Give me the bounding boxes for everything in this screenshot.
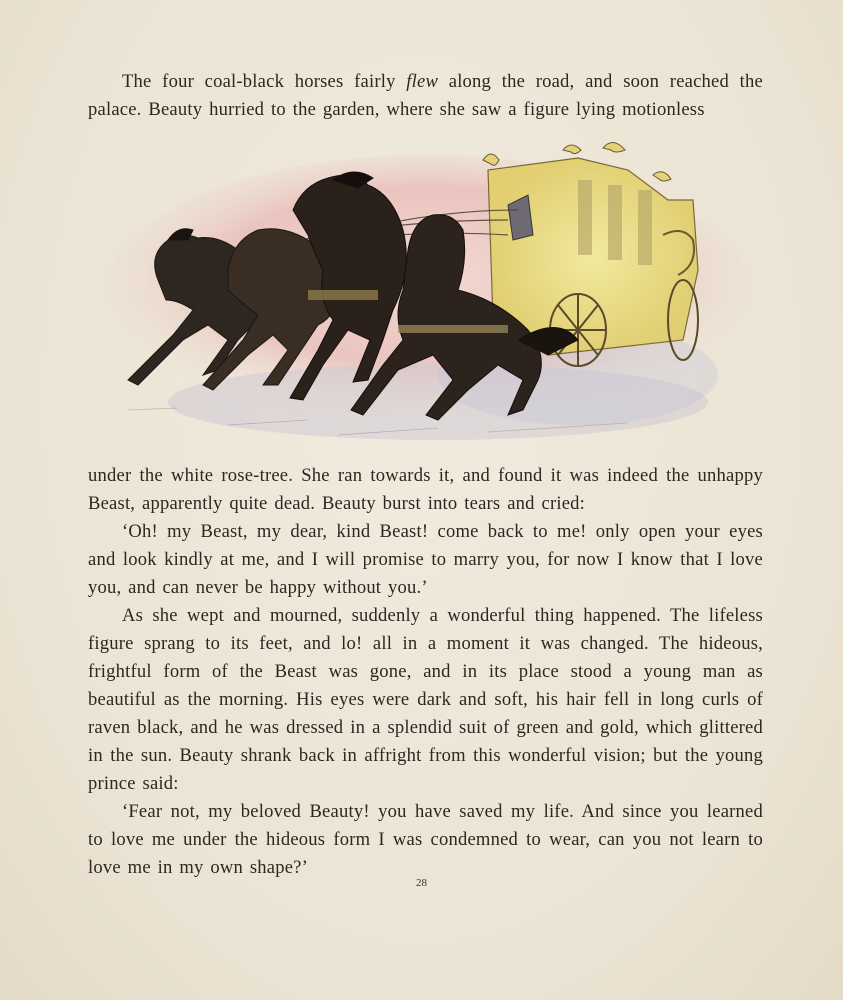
coach-and-horses-illustration: [108, 140, 748, 455]
paragraph-1-continued: under the white rose-tree. She ran towards it, and found it was indeed the unhappy Beast, apparently quite dead. Beauty burst into tears and cried:: [88, 465, 763, 514]
paragraph-1-text-a: The four coal-black horses fairly: [122, 71, 407, 92]
paragraph-1-start: [88, 68, 763, 124]
bottom-text-block: [88, 462, 763, 882]
paragraph-3: As she wept and mourned, suddenly a wonderful thing happened. The lifeless figure sprang to its feet, and lo! all in a moment it was changed. The hideous, frightful form of the Beast was gone, and in its place stood a young man as beautiful as the morning. His eyes were dark and soft, his hair fell in long curls of raven black, and he was dressed in a splendid suit of green and gold, which glittered in the sun. Beauty shrank back in affright from this wonderful vision; but the young prince said:: [88, 605, 763, 794]
emphasis-flew: flew: [406, 71, 439, 92]
top-text-block: [88, 68, 763, 124]
page-number: 28: [416, 877, 427, 889]
paragraph-2: ‘Oh! my Beast, my dear, kind Beast! come back to me! only open your eyes and look kindly at me, and I will promise to marry you, for now I know that I love you, and can never be happy without you.’: [88, 521, 763, 598]
paragraph-1-text-b: along the road, and soon reached the palace. Beauty hurried to the garden, where she saw a figure lying motionless: [88, 71, 763, 120]
paragraph-4: ‘Fear not, my beloved Beauty! you have saved my life. And since you learned to love me under the hideous form I was condemned to wear, can you not learn to love me in my own shape?’: [88, 801, 763, 878]
